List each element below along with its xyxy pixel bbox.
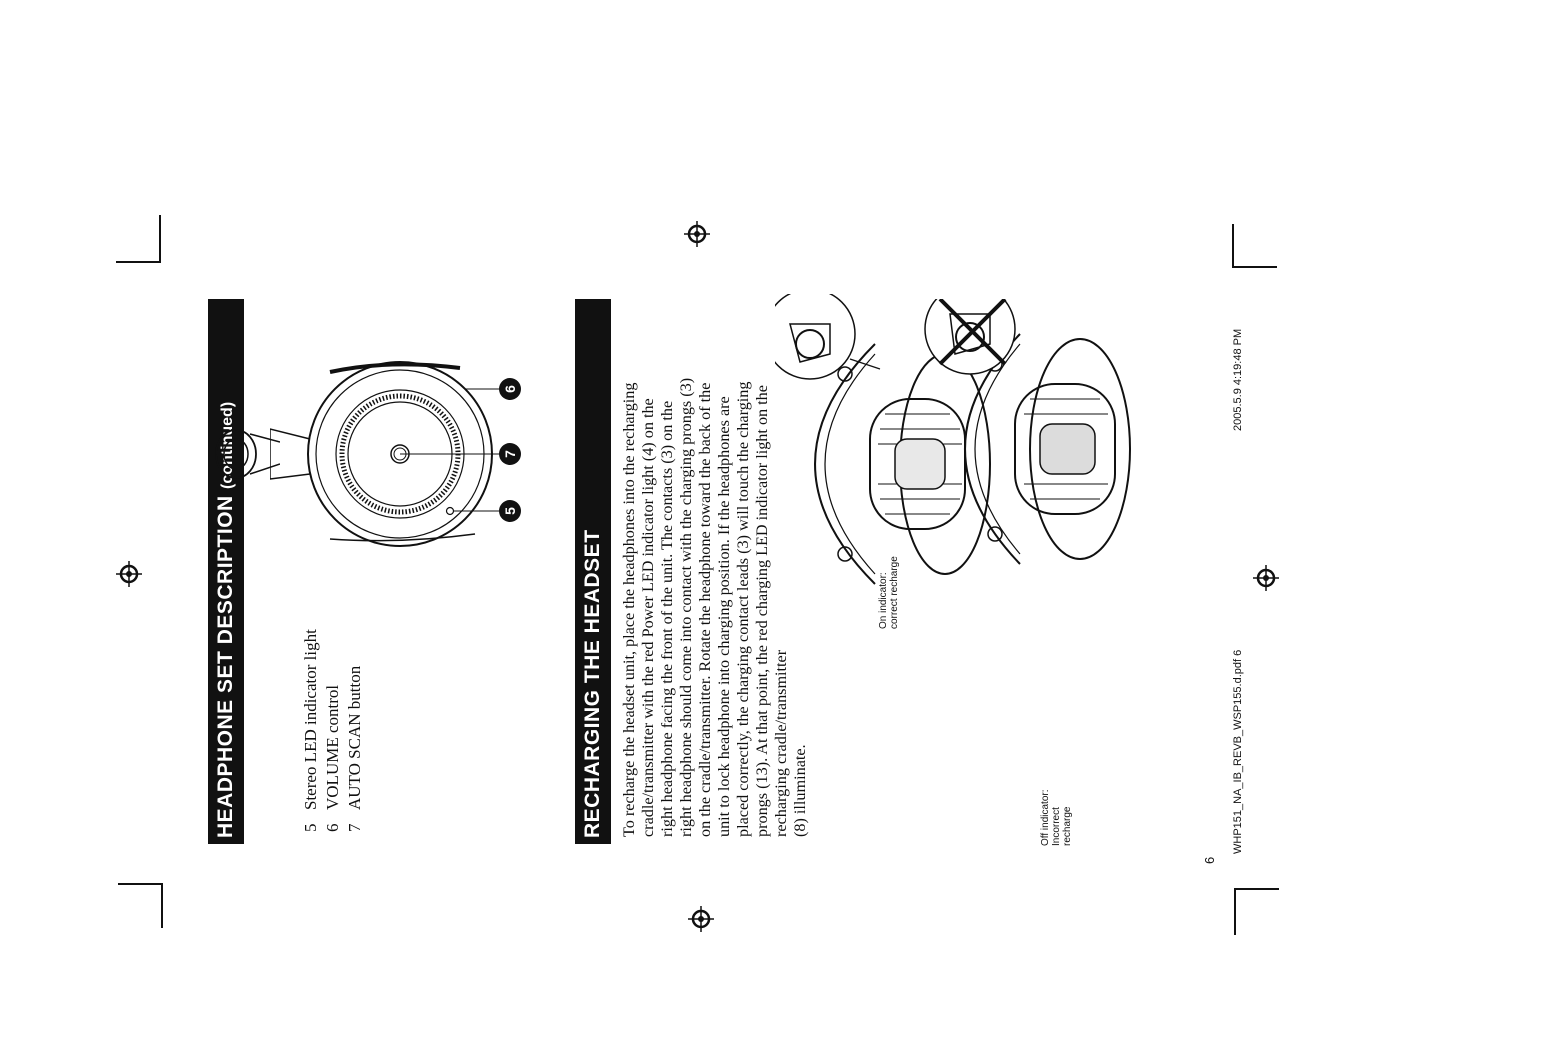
section-title: RECHARGING THE HEADSET: [581, 529, 604, 838]
document-page: [0, 1, 1543, 1044]
paragraph-line: (8) illuminate.: [791, 744, 809, 837]
paragraph-line: placed correctly, the charging contact leads (3) will touch the charging: [734, 381, 752, 837]
callout-5: 5: [499, 500, 521, 522]
section-title: HEADPHONE SET DESCRIPTION: [214, 495, 237, 838]
caption-incorrect-recharge: Off indicator: Incorrect recharge: [1040, 789, 1073, 846]
paragraph-line: prongs (13). At that point, the red charging LED indicator light on the: [753, 385, 771, 837]
headphone-earcup-illustration-icon: [270, 314, 520, 604]
paragraph-line: on the cradle/transmitter. Rotate the headphone toward the back of the: [696, 382, 714, 837]
list-item: 5Stereo LED indicator light: [301, 629, 320, 832]
paragraph-line: cradle/transmitter with the red Power LED indicator light (4) on the: [639, 398, 657, 837]
section-title-suffix: (continued): [219, 401, 236, 489]
paragraph-line: unit to lock headphone into charging position. If the headphones are: [715, 396, 733, 837]
paragraph-line: right headphone facing the front of the unit. The contacts (3) on the: [658, 400, 676, 837]
headset-incorrect-recharge-illustration-icon: [920, 299, 1150, 599]
component-list: [300, 629, 366, 832]
footer-timestamp: 2005.5.9 4:19:48 PM: [1232, 328, 1244, 431]
paragraph-line: To recharge the headset unit, place the headphones into the recharging: [620, 382, 638, 837]
section-header-headphone-description: [208, 299, 244, 844]
footer-filename: WHP151_NA_IB_REVB_WSP155.d.pdf 6: [1232, 649, 1244, 854]
paragraph-line: right headphone should come into contact with the charging prongs (3): [677, 377, 695, 837]
callout-7: 7: [499, 443, 521, 465]
callout-6: 6: [499, 378, 521, 400]
headband-hinge-icon: [200, 394, 280, 504]
page-number: 6: [1202, 856, 1217, 864]
list-item: 7AUTO SCAN button: [345, 665, 364, 832]
list-item: 6VOLUME control: [323, 684, 342, 832]
section-header-recharging: [575, 299, 611, 844]
paragraph-line: recharging cradle/transmitter: [772, 649, 790, 837]
caption-correct-recharge: On indicator: correct recharge: [878, 556, 900, 629]
